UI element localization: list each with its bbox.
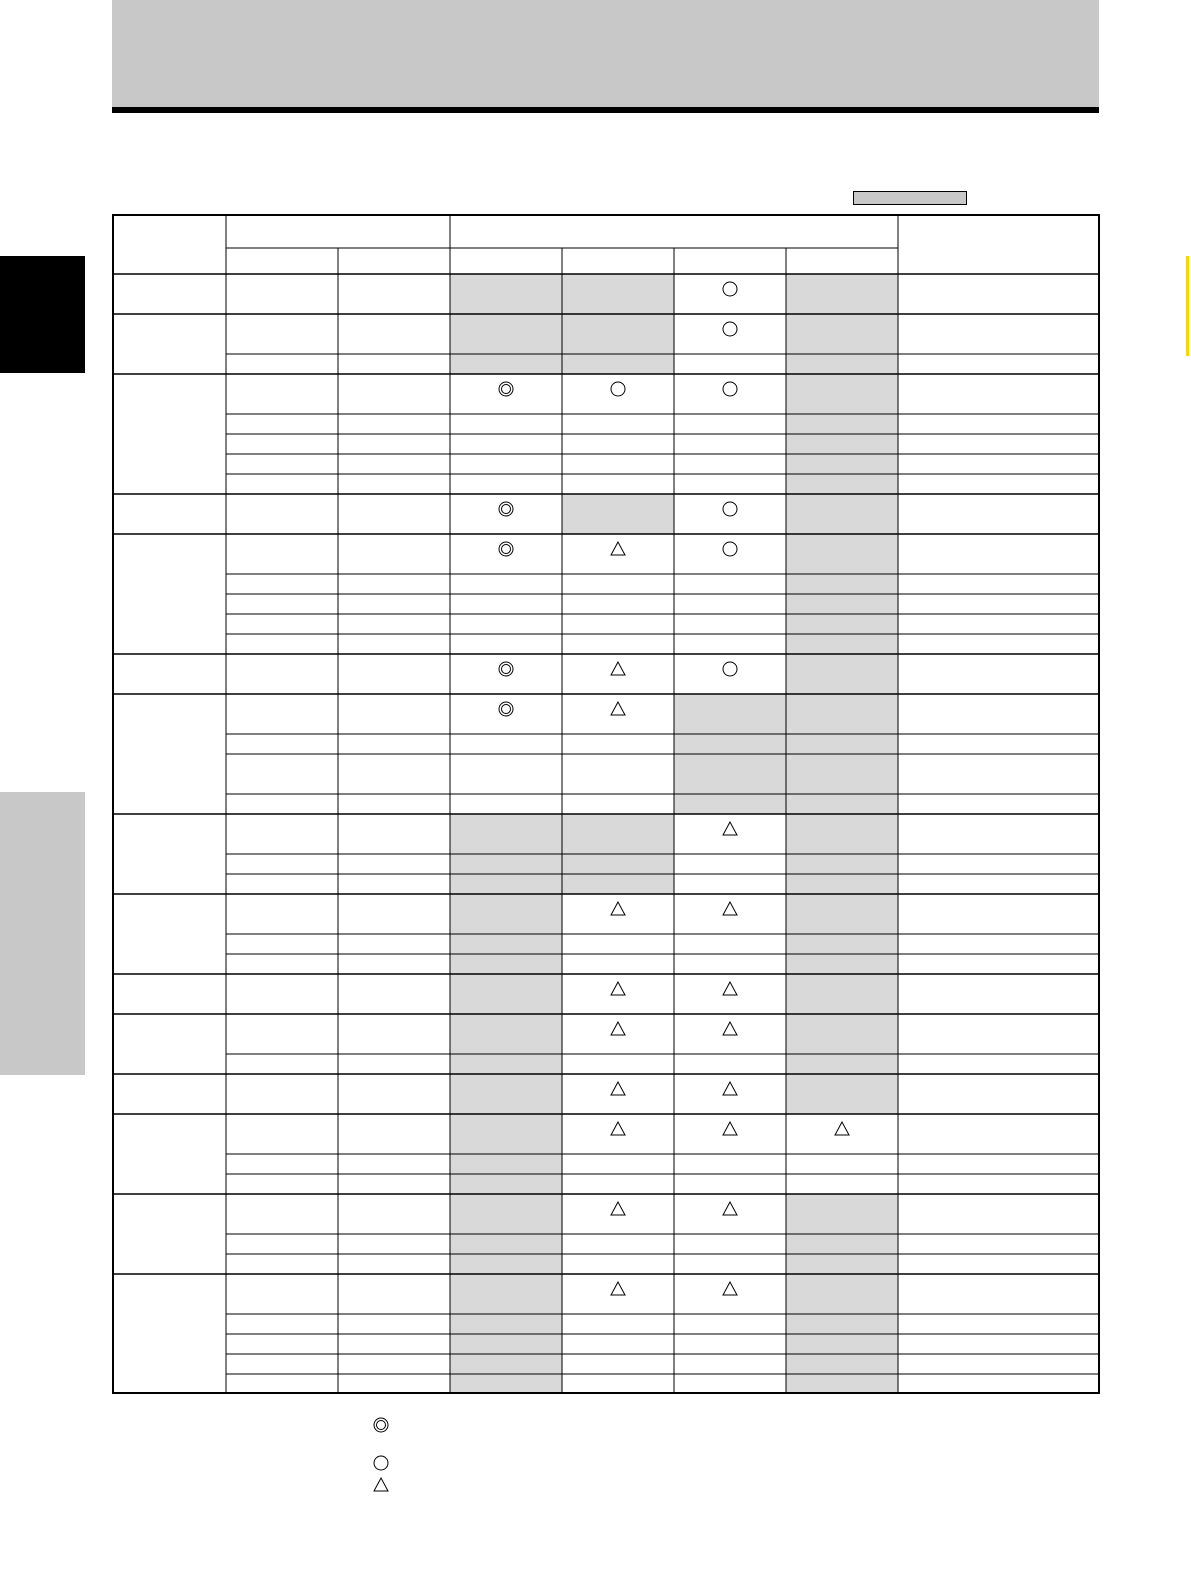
double-circle-inner: [377, 1421, 386, 1430]
triangle-icon: [611, 1082, 625, 1095]
shaded-cell: [786, 1014, 898, 1054]
shaded-cell: [450, 314, 562, 354]
shaded-cell: [786, 274, 898, 314]
shaded-cell: [450, 954, 562, 974]
shaded-cell: [450, 1274, 562, 1314]
shaded-cell: [450, 1334, 562, 1354]
double-circle-inner: [502, 665, 511, 674]
shaded-cell: [450, 1174, 562, 1194]
shaded-cell: [450, 1234, 562, 1254]
triangle-icon: [611, 662, 625, 675]
shaded-cell: [450, 1314, 562, 1334]
double-circle-inner: [502, 545, 511, 554]
shaded-cell: [450, 1154, 562, 1174]
edge-mark-upper: [1186, 256, 1189, 356]
triangle-icon: [611, 902, 625, 915]
shaded-cell: [786, 414, 898, 434]
shaded-cell: [786, 874, 898, 894]
shaded-cell: [674, 694, 786, 734]
shaded-cell: [562, 874, 674, 894]
shaded-cell: [786, 634, 898, 654]
shaded-cell: [786, 934, 898, 954]
shaded-cell: [786, 574, 898, 594]
shaded-cell: [786, 594, 898, 614]
header-rule: [112, 107, 1099, 113]
shaded-cell: [786, 434, 898, 454]
triangle-icon: [611, 1122, 625, 1135]
shaded-cell: [786, 314, 898, 354]
triangle-icon: [611, 702, 625, 715]
triangle-icon: [611, 1282, 625, 1295]
shaded-cell: [786, 454, 898, 474]
double-circle-inner: [502, 385, 511, 394]
circle-icon: [723, 662, 737, 676]
shaded-cell: [450, 814, 562, 854]
triangle-icon: [723, 1122, 737, 1135]
triangle-icon: [723, 902, 737, 915]
shaded-cell: [450, 274, 562, 314]
shaded-cell: [786, 1194, 898, 1234]
circle-icon: [723, 542, 737, 556]
shaded-cell: [786, 474, 898, 494]
triangle-icon: [723, 1082, 737, 1095]
compatibility-table: [112, 214, 1100, 1402]
triangle-icon: [835, 1122, 849, 1135]
shaded-cell: [450, 874, 562, 894]
shaded-cell: [450, 854, 562, 874]
shaded-cell: [786, 694, 898, 734]
shaded-cell: [786, 814, 898, 854]
compatibility-grid: [112, 214, 1100, 1402]
shaded-cell: [786, 1254, 898, 1274]
shaded-cell: [450, 974, 562, 1014]
shaded-cell: [674, 794, 786, 814]
shaded-cell: [786, 494, 898, 534]
shade-legend-swatch: [853, 191, 967, 205]
header-band: [112, 0, 1099, 107]
shaded-cell: [786, 354, 898, 374]
shaded-cell: [786, 734, 898, 754]
shaded-cell: [786, 1374, 898, 1394]
shaded-cell: [562, 814, 674, 854]
double-circle-inner: [502, 505, 511, 514]
shaded-cell: [450, 1074, 562, 1114]
shaded-cell: [562, 314, 674, 354]
shaded-cell: [786, 1314, 898, 1334]
shaded-cell: [450, 1194, 562, 1234]
triangle-icon: [611, 1022, 625, 1035]
shaded-cell: [786, 614, 898, 634]
shaded-cell: [450, 1054, 562, 1074]
side-tab-upper: [0, 256, 85, 373]
shaded-cell: [786, 1274, 898, 1314]
triangle-icon: [611, 1202, 625, 1215]
shaded-cell: [562, 854, 674, 874]
table-border: [113, 215, 1099, 1393]
shaded-cell: [674, 734, 786, 754]
circle-icon: [723, 382, 737, 396]
shaded-cell: [450, 894, 562, 934]
shaded-cell: [786, 954, 898, 974]
side-tab-lower: [0, 792, 85, 1075]
triangle-icon: [723, 1202, 737, 1215]
triangle-icon: [611, 542, 625, 555]
shaded-cell: [786, 1234, 898, 1254]
shaded-cell: [786, 894, 898, 934]
shaded-cell: [786, 654, 898, 694]
shaded-cell: [786, 1074, 898, 1114]
shaded-cell: [450, 1354, 562, 1374]
circle-icon: [723, 502, 737, 516]
triangle-icon: [723, 982, 737, 995]
triangle-icon: [374, 1478, 388, 1491]
shaded-cell: [450, 934, 562, 954]
shaded-cell: [786, 374, 898, 414]
shaded-cell: [674, 754, 786, 794]
shaded-cell: [562, 274, 674, 314]
triangle-icon: [723, 822, 737, 835]
triangle-icon: [723, 1022, 737, 1035]
shaded-cell: [786, 534, 898, 574]
shaded-cell: [786, 1354, 898, 1374]
shaded-cell: [786, 1054, 898, 1074]
shaded-cell: [450, 1114, 562, 1154]
triangle-icon: [611, 982, 625, 995]
circle-icon: [723, 322, 737, 336]
shaded-cell: [786, 754, 898, 794]
shaded-cell: [562, 354, 674, 374]
shaded-cell: [786, 974, 898, 1014]
shaded-cell: [450, 354, 562, 374]
shaded-cell: [786, 1334, 898, 1354]
circle-icon: [611, 382, 625, 396]
shaded-cell: [450, 1374, 562, 1394]
shaded-cell: [450, 1014, 562, 1054]
triangle-icon: [723, 1282, 737, 1295]
shaded-cell: [786, 794, 898, 814]
circle-icon: [374, 1456, 388, 1470]
shaded-cell: [450, 1254, 562, 1274]
circle-icon: [723, 282, 737, 296]
shaded-cell: [786, 854, 898, 874]
shaded-cell: [562, 494, 674, 534]
double-circle-inner: [502, 705, 511, 714]
symbol-legend: [366, 1415, 396, 1515]
